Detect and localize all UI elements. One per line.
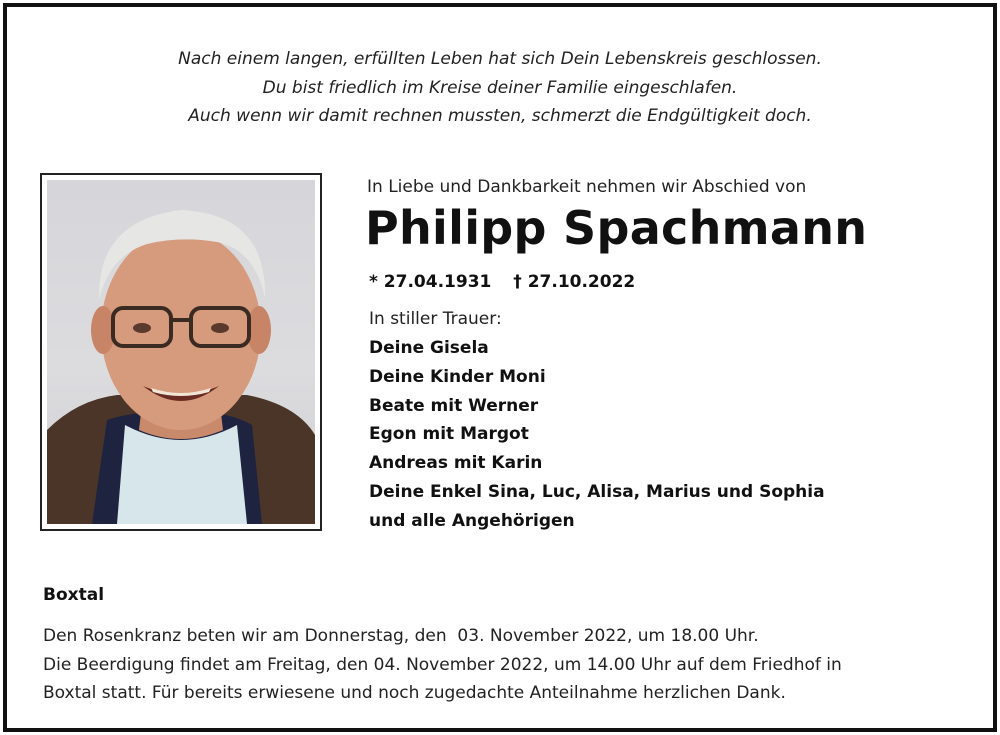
- mourner-item: Deine Gisela: [369, 338, 489, 358]
- obituary-frame: [3, 3, 997, 732]
- intro-text: In Liebe und Dankbarkeit nehmen wir Abschied von: [367, 177, 807, 197]
- notice-line: Den Rosenkranz beten wir am Donnerstag, den 03. November 2022, um 18.00 Uhr.: [43, 626, 759, 646]
- portrait-illustration: [47, 180, 315, 524]
- mourner-item: Deine Kinder Moni: [369, 366, 546, 387]
- motto: [7, 45, 993, 131]
- mourner-item: Andreas mit Karin: [369, 453, 543, 474]
- death-date: † 27.10.2022: [513, 272, 636, 292]
- motto-line: Nach einem langen, erfüllten Leben hat sich Dein Lebenskreis geschlossen.: [178, 49, 822, 69]
- mourners-list: [369, 334, 825, 536]
- mourner-item: Beate mit Werner: [369, 395, 539, 416]
- motto-line: Auch wenn wir damit rechnen mussten, schmerzt die Endgültigkeit doch.: [188, 106, 812, 126]
- mourner-item: Deine Enkel Sina, Luc, Alisa, Marius und Sophia: [369, 481, 825, 502]
- notice-line: Boxtal statt. Für bereits erwiesene und noch zugedachte Anteilnahme herzlichen Dank.: [43, 683, 786, 703]
- motto-line: Du bist friedlich im Kreise deiner Familie eingeschlafen.: [262, 77, 738, 98]
- portrait-frame: [40, 173, 322, 531]
- portrait-photo: [47, 180, 315, 524]
- deceased-name: Philipp Spachmann: [365, 201, 868, 255]
- place-heading: Boxtal: [43, 585, 105, 605]
- birth-date: * 27.04.1931: [369, 272, 492, 292]
- life-dates: [369, 272, 651, 292]
- mourner-item: und alle Angehörigen: [369, 510, 575, 531]
- notice-line: Die Beerdigung findet am Freitag, den 04. November 2022, um 14.00 Uhr auf dem Friedhof in: [43, 654, 842, 675]
- funeral-notice: [43, 622, 983, 708]
- mourning-label: In stiller Trauer:: [369, 309, 502, 329]
- mourner-item: Egon mit Margot: [369, 424, 529, 445]
